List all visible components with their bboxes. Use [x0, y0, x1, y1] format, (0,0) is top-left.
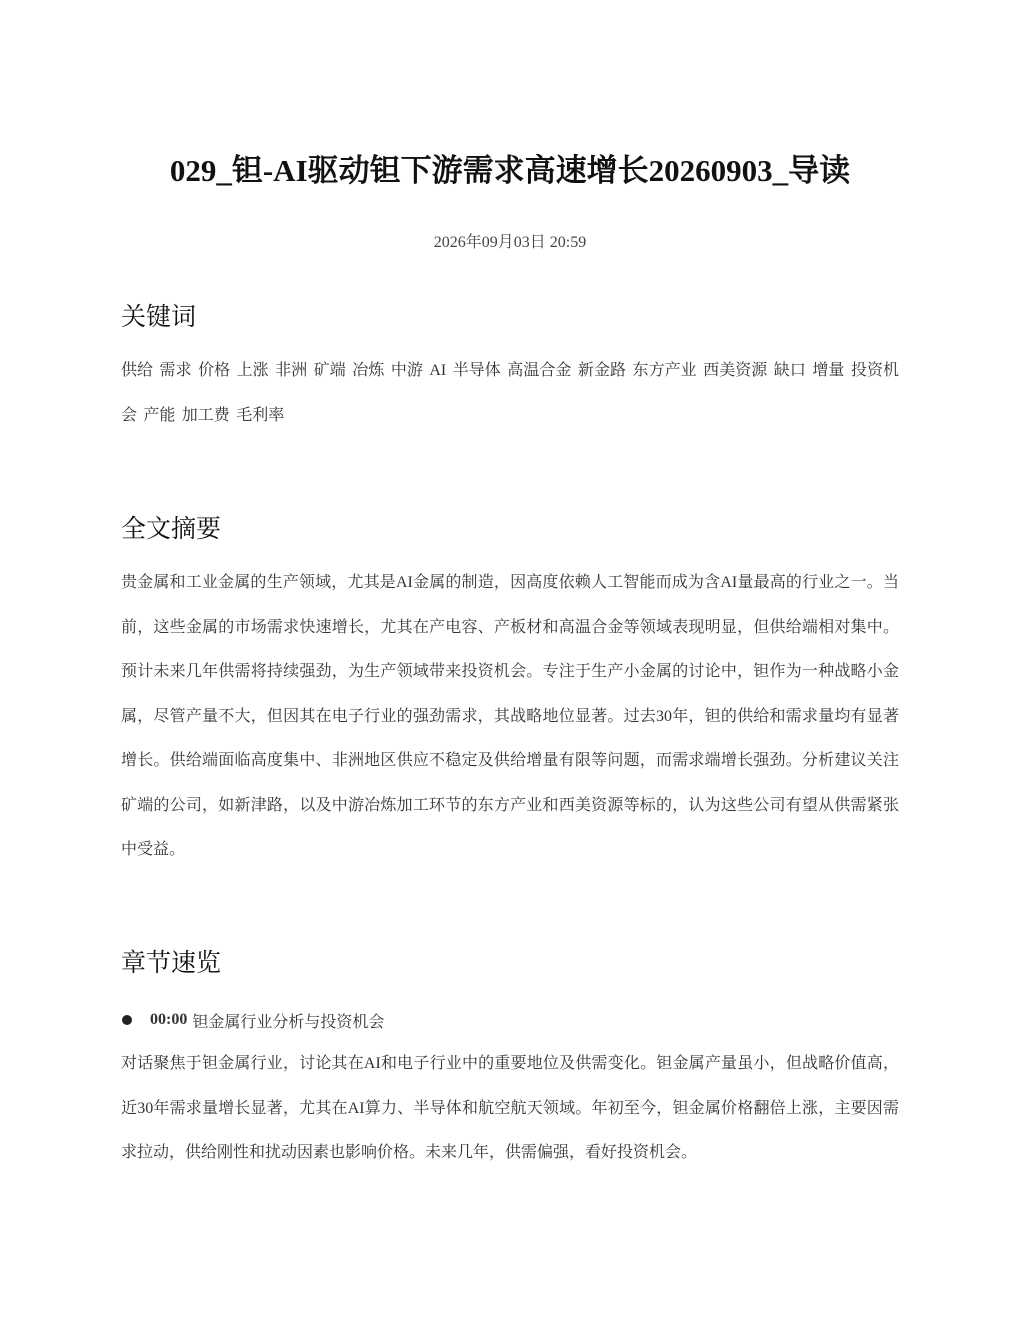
- bullet-icon: [122, 1015, 132, 1025]
- summary-heading: 全文摘要: [121, 516, 222, 543]
- keywords-heading: 关键词: [121, 304, 197, 331]
- chapter-item: [121, 1006, 899, 1034]
- document-date: 2026年09月03日 20:59: [433, 234, 587, 251]
- chapters-heading: 章节速览: [121, 950, 222, 977]
- chapter-title: 钽金属行业分析与投资机会: [192, 1013, 385, 1031]
- chapter-timestamp: 00:00: [150, 1011, 188, 1028]
- keywords-list: 供给 需求 价格 上涨 非洲 矿端 冶炼 中游 AI 半导体 高温合金 新金路 东方产业 西美资源 缺口 增量 投资机会 产能 加工费 毛利率: [121, 362, 899, 424]
- document-title: 029_钽-AI驱动钽下游需求高速增长20260903_导读: [169, 153, 851, 188]
- summary-paragraph: 贵金属和工业金属的生产领域，尤其是AI金属的制造，因高度依赖人工智能而成为含AI量最高的行业之一。当前，这些金属的市场需求快速增长，尤其在产电容、产板材和高温合金等领域表现明显，但供给端相对集中。预计未来几年供需将持续强劲，为生产领域带来投资机会。专注于生产小金属的讨论中，钽作为一种战略小金属，尽管产量不大，但因其在电子行业的强劲需求，其战略地位显著。过去30年，钽的供给和需求量均有显著增长。供给端面临高度集中、非洲地区供应不稳定及供给增量有限等问题，而需求端增长强劲。分析建议关注矿端的公司，如新津路，以及中游冶炼加工环节的东方产业和西美资源等标的，认为这些公司有望从供需紧张中受益。: [121, 574, 899, 858]
- chapter-summary: 对话聚焦于钽金属行业，讨论其在AI和电子行业中的重要地位及供需变化。钽金属产量虽小，但战略价值高，近30年需求量增长显著，尤其在AI算力、半导体和航空航天领域。年初至今，钽金属价格翻倍上涨，主要因需求拉动，供给刚性和扰动因素也影响价格。未来几年，供需偏强，看好投资机会。: [121, 1055, 899, 1161]
